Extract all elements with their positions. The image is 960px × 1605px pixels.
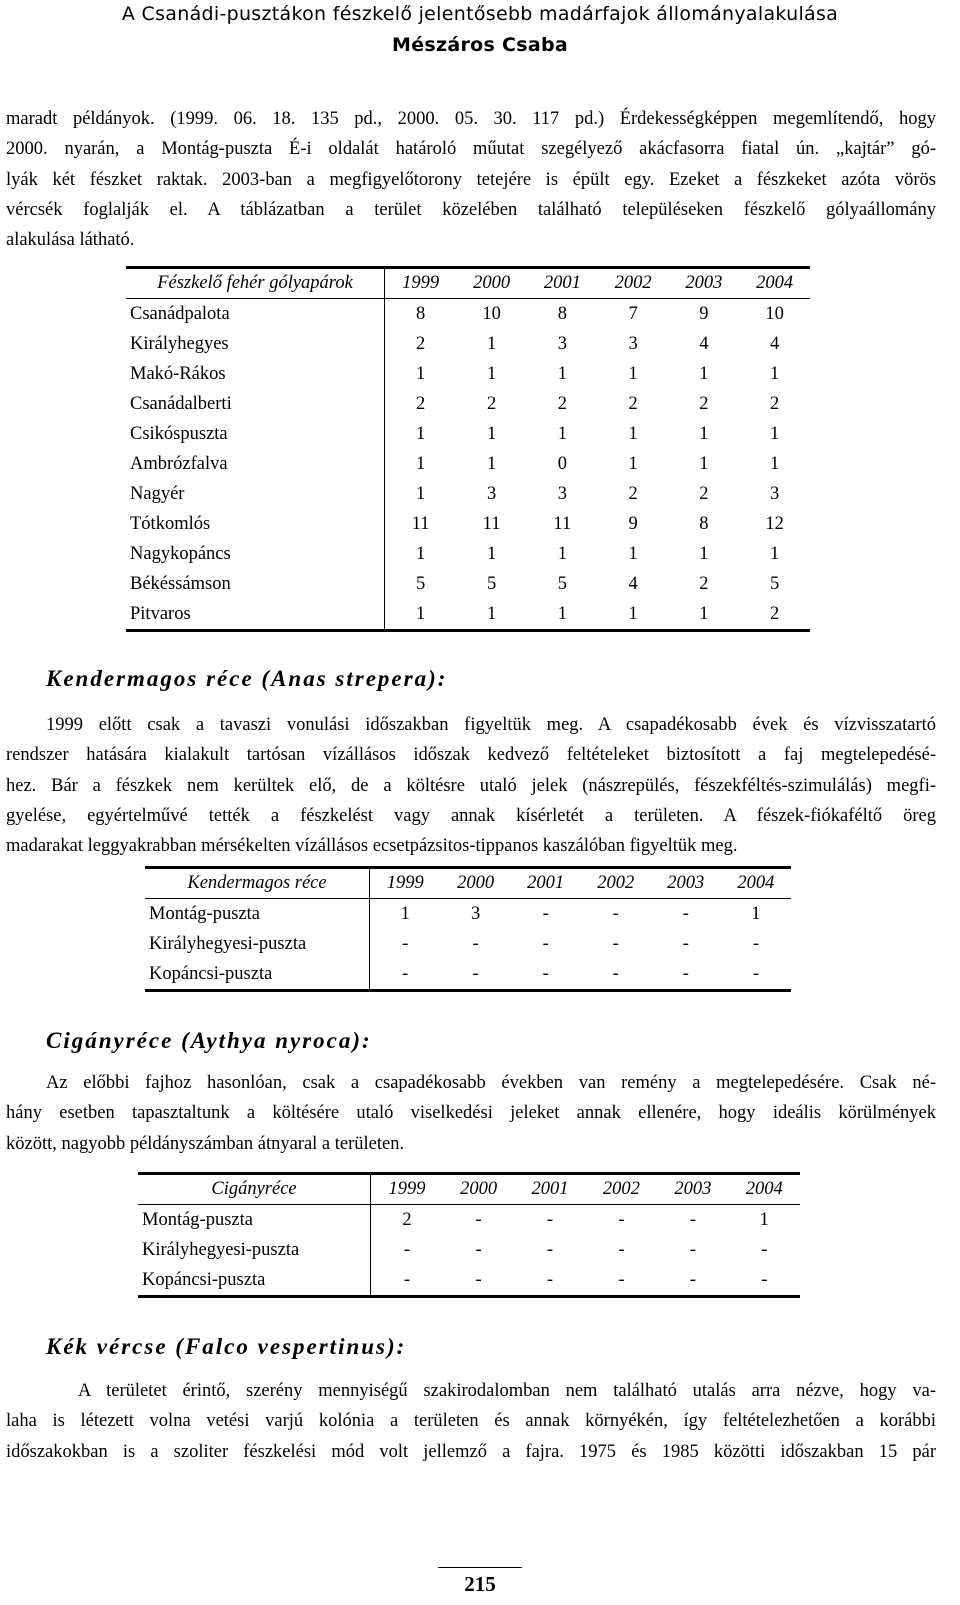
gadwall-table — [145, 866, 791, 992]
running-header-author: Mészáros Csaba — [391, 34, 569, 56]
table-cell: 1 — [699, 363, 709, 384]
table-cell: 1 — [598, 599, 669, 631]
table-header-row — [145, 868, 791, 899]
table-cell: 11 — [482, 513, 501, 534]
column-header-year: 2004 — [739, 268, 810, 299]
row-label: Pitvaros — [126, 599, 385, 631]
text-line: madarakat leggyakrabban mérsékelten vízállásos ecsetpázsitos-tippanos kaszálóban figyeltük meg. — [6, 836, 738, 857]
text-line: gyelése, egyértelművé tették a fészkelést vagy annak kísérletét a területen. A fészek-fiókaféltő öreg — [6, 805, 936, 826]
table-cell: 5 — [415, 573, 426, 594]
table-cell: - — [472, 933, 479, 954]
table-cell: 5 — [557, 573, 567, 594]
table-row — [126, 299, 810, 330]
column-header-year: 2001 — [527, 268, 598, 299]
table-cell: - — [371, 1265, 443, 1297]
table-cell: 3 — [486, 483, 497, 504]
table-cell: 1 — [628, 423, 638, 444]
table-cell: - — [441, 959, 511, 991]
text-line: hány esetben tapasztaltunk a költésére utaló viselkedési jeleket annak ellenére, hogy ideális körülmények — [6, 1103, 936, 1124]
table-cell: 1 — [486, 363, 497, 384]
table-cell: 1 — [628, 543, 638, 564]
row-label: Királyhegyes — [126, 329, 385, 359]
column-header-year: 1999 — [371, 1174, 443, 1205]
row-label: Tótkomlós — [126, 509, 385, 539]
table-row — [138, 1265, 800, 1297]
table-cell: 2 — [699, 573, 709, 594]
table-cell: 5 — [486, 573, 497, 594]
table-cell: 3 — [628, 333, 638, 354]
table-row — [126, 599, 810, 631]
table-cell: 2 — [699, 483, 709, 504]
table-cell: - — [542, 903, 549, 924]
column-header-year: 2002 — [586, 1174, 657, 1205]
table-cell: - — [546, 1209, 554, 1230]
text-line: Az előbbi fajhoz hasonlóan, csak a csapadékosabb években van remény a megtelepedésére. Csak né- — [46, 1073, 936, 1093]
table-cell: 1 — [769, 453, 780, 474]
page-number-rule — [438, 1567, 522, 1568]
text-line: között, nagyobb példányszámban átnyaral a területen. — [6, 1133, 405, 1154]
table-cell: 2 — [486, 393, 497, 414]
text-line: maradt példányok. (1999. 06. 18. 135 pd., 2000. 05. 30. 117 pd.) Érdekességképpen megemlítendő, hogy — [6, 109, 936, 129]
gadwall-paragraph — [6, 710, 936, 861]
table-cell: 0 — [557, 453, 567, 474]
table-cell: 2 — [739, 599, 810, 631]
species-name: Kendermagos réce — [46, 666, 254, 691]
intro-paragraph — [6, 104, 936, 255]
ferruginous-duck-table — [138, 1172, 800, 1298]
table-cell: 1 — [486, 423, 497, 444]
table-cell: - — [682, 903, 689, 924]
table-row — [126, 539, 810, 569]
table-row — [126, 569, 810, 599]
table-cell: 1 — [557, 363, 567, 384]
column-header-year: 1999 — [370, 868, 441, 899]
table-cell: 1 — [415, 363, 426, 384]
table-cell: 4 — [769, 333, 780, 354]
column-header-year: 2003 — [668, 268, 739, 299]
stork-pairs-table — [126, 266, 810, 632]
table-cell: 1 — [557, 423, 567, 444]
table-cell: 11 — [553, 513, 572, 534]
table-header-row — [126, 268, 810, 299]
table-cell: 3 — [557, 483, 567, 504]
table-cell: - — [618, 1239, 625, 1260]
text-line: 1999 előtt csak a tavaszi vonulási időszakban figyeltük meg. A csapadékosabb évek és vízvisszatartó — [46, 715, 936, 735]
text-line: laha is létezett volna vetési varjú kolónia a területen és annak környékén, így feltételezhetően a korábbi — [6, 1411, 936, 1432]
column-header-year: 2004 — [721, 868, 791, 899]
column-header-name: Cigányréce — [138, 1174, 371, 1205]
table-cell: 2 — [415, 333, 426, 354]
table-cell: - — [370, 959, 441, 991]
table-cell: - — [618, 1209, 625, 1230]
table-row — [126, 359, 810, 389]
section-heading-red-footed-falcon — [46, 1334, 406, 1360]
table-cell: 1 — [769, 423, 780, 444]
column-header-year: 1999 — [385, 268, 457, 299]
row-label: Kopáncsi-puszta — [138, 1265, 371, 1297]
species-latin: (Anas strepera): — [261, 666, 448, 691]
table-header-row — [138, 1174, 800, 1205]
table-cell: 10 — [482, 303, 501, 324]
row-label: Csanádpalota — [126, 299, 385, 330]
table-cell: 12 — [765, 513, 784, 534]
table-cell: 1 — [415, 543, 426, 564]
table-cell: 2 — [557, 393, 567, 414]
table-row — [145, 929, 791, 959]
column-header-year: 2000 — [443, 1174, 514, 1205]
row-label: Ambrózfalva — [126, 449, 385, 479]
table-cell: 7 — [628, 303, 638, 324]
text-line: lyák két fészket raktak. 2003-ban a megfigyelőtorony tetejére is épült egy. Ezeket a fészkeket azóta vörös — [6, 169, 936, 190]
column-header-year: 2004 — [729, 1174, 800, 1205]
table-cell: 11 — [411, 513, 430, 534]
text-line: vércsék foglalják el. A táblázatban a terület közelében található településeken fészkelő gólyaállomány — [6, 199, 936, 220]
table-cell: 1 — [486, 453, 497, 474]
text-line: 2000. nyarán, a Montág-puszta É-i oldalát határoló műutat szegélyező akácfasorra fiatal ún. „kajtár” gó- — [6, 139, 936, 160]
table-cell: 1 — [415, 453, 426, 474]
table-row — [138, 1205, 800, 1236]
table-cell: - — [403, 1239, 411, 1260]
table-row — [126, 419, 810, 449]
table-cell: 3 — [769, 483, 780, 504]
table-cell: 8 — [415, 303, 426, 324]
table-cell: 8 — [557, 303, 567, 324]
table-cell: 1 — [385, 599, 457, 631]
table-cell: 1 — [699, 423, 709, 444]
species-name: Kék vércse — [46, 1334, 168, 1359]
table-cell: 1 — [527, 599, 598, 631]
table-cell: 2 — [699, 393, 709, 414]
text-line: időszakokban is a szoliter fészkelési mód volt jellemző a fajra. 1975 és 1985 közötti időszakban 15 pár — [6, 1441, 936, 1462]
table-row — [126, 509, 810, 539]
table-cell: 1 — [415, 423, 426, 444]
row-label: Békéssámson — [126, 569, 385, 599]
table-cell: 1 — [759, 1209, 769, 1230]
text-line: hez. Bár a fészkek nem kerültek elő, de a költésre utaló jelek (nászrepülés, fészekféltés-szimulálás) megfi- — [6, 775, 936, 796]
table-cell: - — [612, 933, 619, 954]
table-cell: - — [511, 959, 581, 991]
row-label: Királyhegyesi-puszta — [138, 1235, 371, 1265]
red-footed-falcon-paragraph — [6, 1376, 936, 1467]
table-cell: 1 — [668, 599, 739, 631]
page-number: 215 — [464, 1572, 496, 1596]
table-cell: 1 — [699, 543, 709, 564]
column-header-year: 2003 — [657, 1174, 728, 1205]
row-label: Csikóspuszta — [126, 419, 385, 449]
table-row — [145, 899, 791, 930]
table-row — [126, 449, 810, 479]
table-cell: - — [752, 933, 759, 954]
table-cell: 1 — [628, 363, 638, 384]
table-cell: - — [581, 959, 651, 991]
column-header-year: 2000 — [441, 868, 511, 899]
text-line: A területet érintő, szerény mennyiségű szakirodalomban nem található utalás arra nézve, hogy va- — [78, 1381, 936, 1401]
table-cell: - — [402, 933, 409, 954]
table-cell: 1 — [628, 453, 638, 474]
row-label: Csanádalberti — [126, 389, 385, 419]
table-cell: - — [475, 1209, 482, 1230]
table-cell: 1 — [769, 543, 780, 564]
column-header-name: Fészkelő fehér gólyapárok — [126, 268, 385, 299]
table-cell: 2 — [628, 393, 638, 414]
table-row — [145, 959, 791, 991]
table-cell: 3 — [557, 333, 567, 354]
table-cell: 1 — [751, 903, 761, 924]
table-cell: 2 — [769, 393, 780, 414]
table-row — [126, 329, 810, 359]
table-cell: 2 — [402, 1209, 412, 1230]
table-cell: - — [475, 1239, 482, 1260]
section-heading-gadwall — [46, 666, 447, 692]
row-label: Királyhegyesi-puszta — [145, 929, 370, 959]
text-line: alakulása látható. — [6, 230, 135, 251]
table-cell: - — [586, 1265, 657, 1297]
column-header-name: Kendermagos réce — [145, 868, 370, 899]
row-label: Kopáncsi-puszta — [145, 959, 370, 991]
table-cell: - — [651, 959, 721, 991]
table-row — [126, 479, 810, 509]
table-cell: 1 — [486, 333, 497, 354]
row-label: Montág-puszta — [145, 899, 370, 930]
table-cell: 1 — [456, 599, 527, 631]
column-header-year: 2002 — [598, 268, 669, 299]
species-latin: (Aythya nyroca): — [181, 1028, 372, 1053]
column-header-year: 2000 — [456, 268, 527, 299]
table-cell: - — [682, 933, 689, 954]
table-cell: - — [546, 1239, 554, 1260]
table-cell: - — [443, 1265, 514, 1297]
table-cell: 2 — [628, 483, 638, 504]
table-cell: 9 — [699, 303, 709, 324]
species-name: Cigányréce — [46, 1028, 174, 1053]
table-cell: 10 — [765, 303, 784, 324]
column-header-year: 2001 — [511, 868, 581, 899]
table-cell: 1 — [769, 363, 780, 384]
table-cell: - — [612, 903, 619, 924]
table-cell: - — [761, 1239, 768, 1260]
table-cell: 4 — [699, 333, 709, 354]
column-header-year: 2002 — [581, 868, 651, 899]
table-cell: - — [542, 933, 549, 954]
table-cell: - — [729, 1265, 800, 1297]
table-cell: 4 — [628, 573, 638, 594]
species-latin: (Falco vespertinus): — [175, 1334, 407, 1359]
table-row — [126, 389, 810, 419]
table-cell: 1 — [400, 903, 410, 924]
column-header-year: 2001 — [514, 1174, 585, 1205]
ferruginous-duck-paragraph — [6, 1068, 936, 1159]
row-label: Nagykopáncs — [126, 539, 385, 569]
table-cell: 5 — [769, 573, 780, 594]
section-heading-ferruginous-duck — [46, 1028, 372, 1054]
text-line: rendszer hatására kialakult tartósan vízállásos időszak kedvező feltételeket biztosított a faj megtelepedésé- — [6, 745, 936, 766]
table-cell: 1 — [415, 483, 426, 504]
table-cell: - — [689, 1209, 696, 1230]
table-cell: - — [514, 1265, 585, 1297]
table-cell: 2 — [415, 393, 426, 414]
column-header-year: 2003 — [651, 868, 721, 899]
row-label: Makó-Rákos — [126, 359, 385, 389]
table-cell: - — [721, 959, 791, 991]
table-cell: - — [689, 1239, 696, 1260]
table-cell: 1 — [699, 453, 709, 474]
row-label: Nagyér — [126, 479, 385, 509]
table-cell: 8 — [699, 513, 709, 534]
table-cell: 9 — [628, 513, 638, 534]
running-header-title: A Csanádi-pusztákon fészkelő jelentősebb madárfajok állományalakulása — [121, 3, 839, 25]
table-cell: 1 — [557, 543, 567, 564]
row-label: Montág-puszta — [138, 1205, 371, 1236]
table-cell: 1 — [486, 543, 497, 564]
table-cell: - — [657, 1265, 728, 1297]
table-cell: 3 — [470, 903, 481, 924]
table-row — [138, 1235, 800, 1265]
